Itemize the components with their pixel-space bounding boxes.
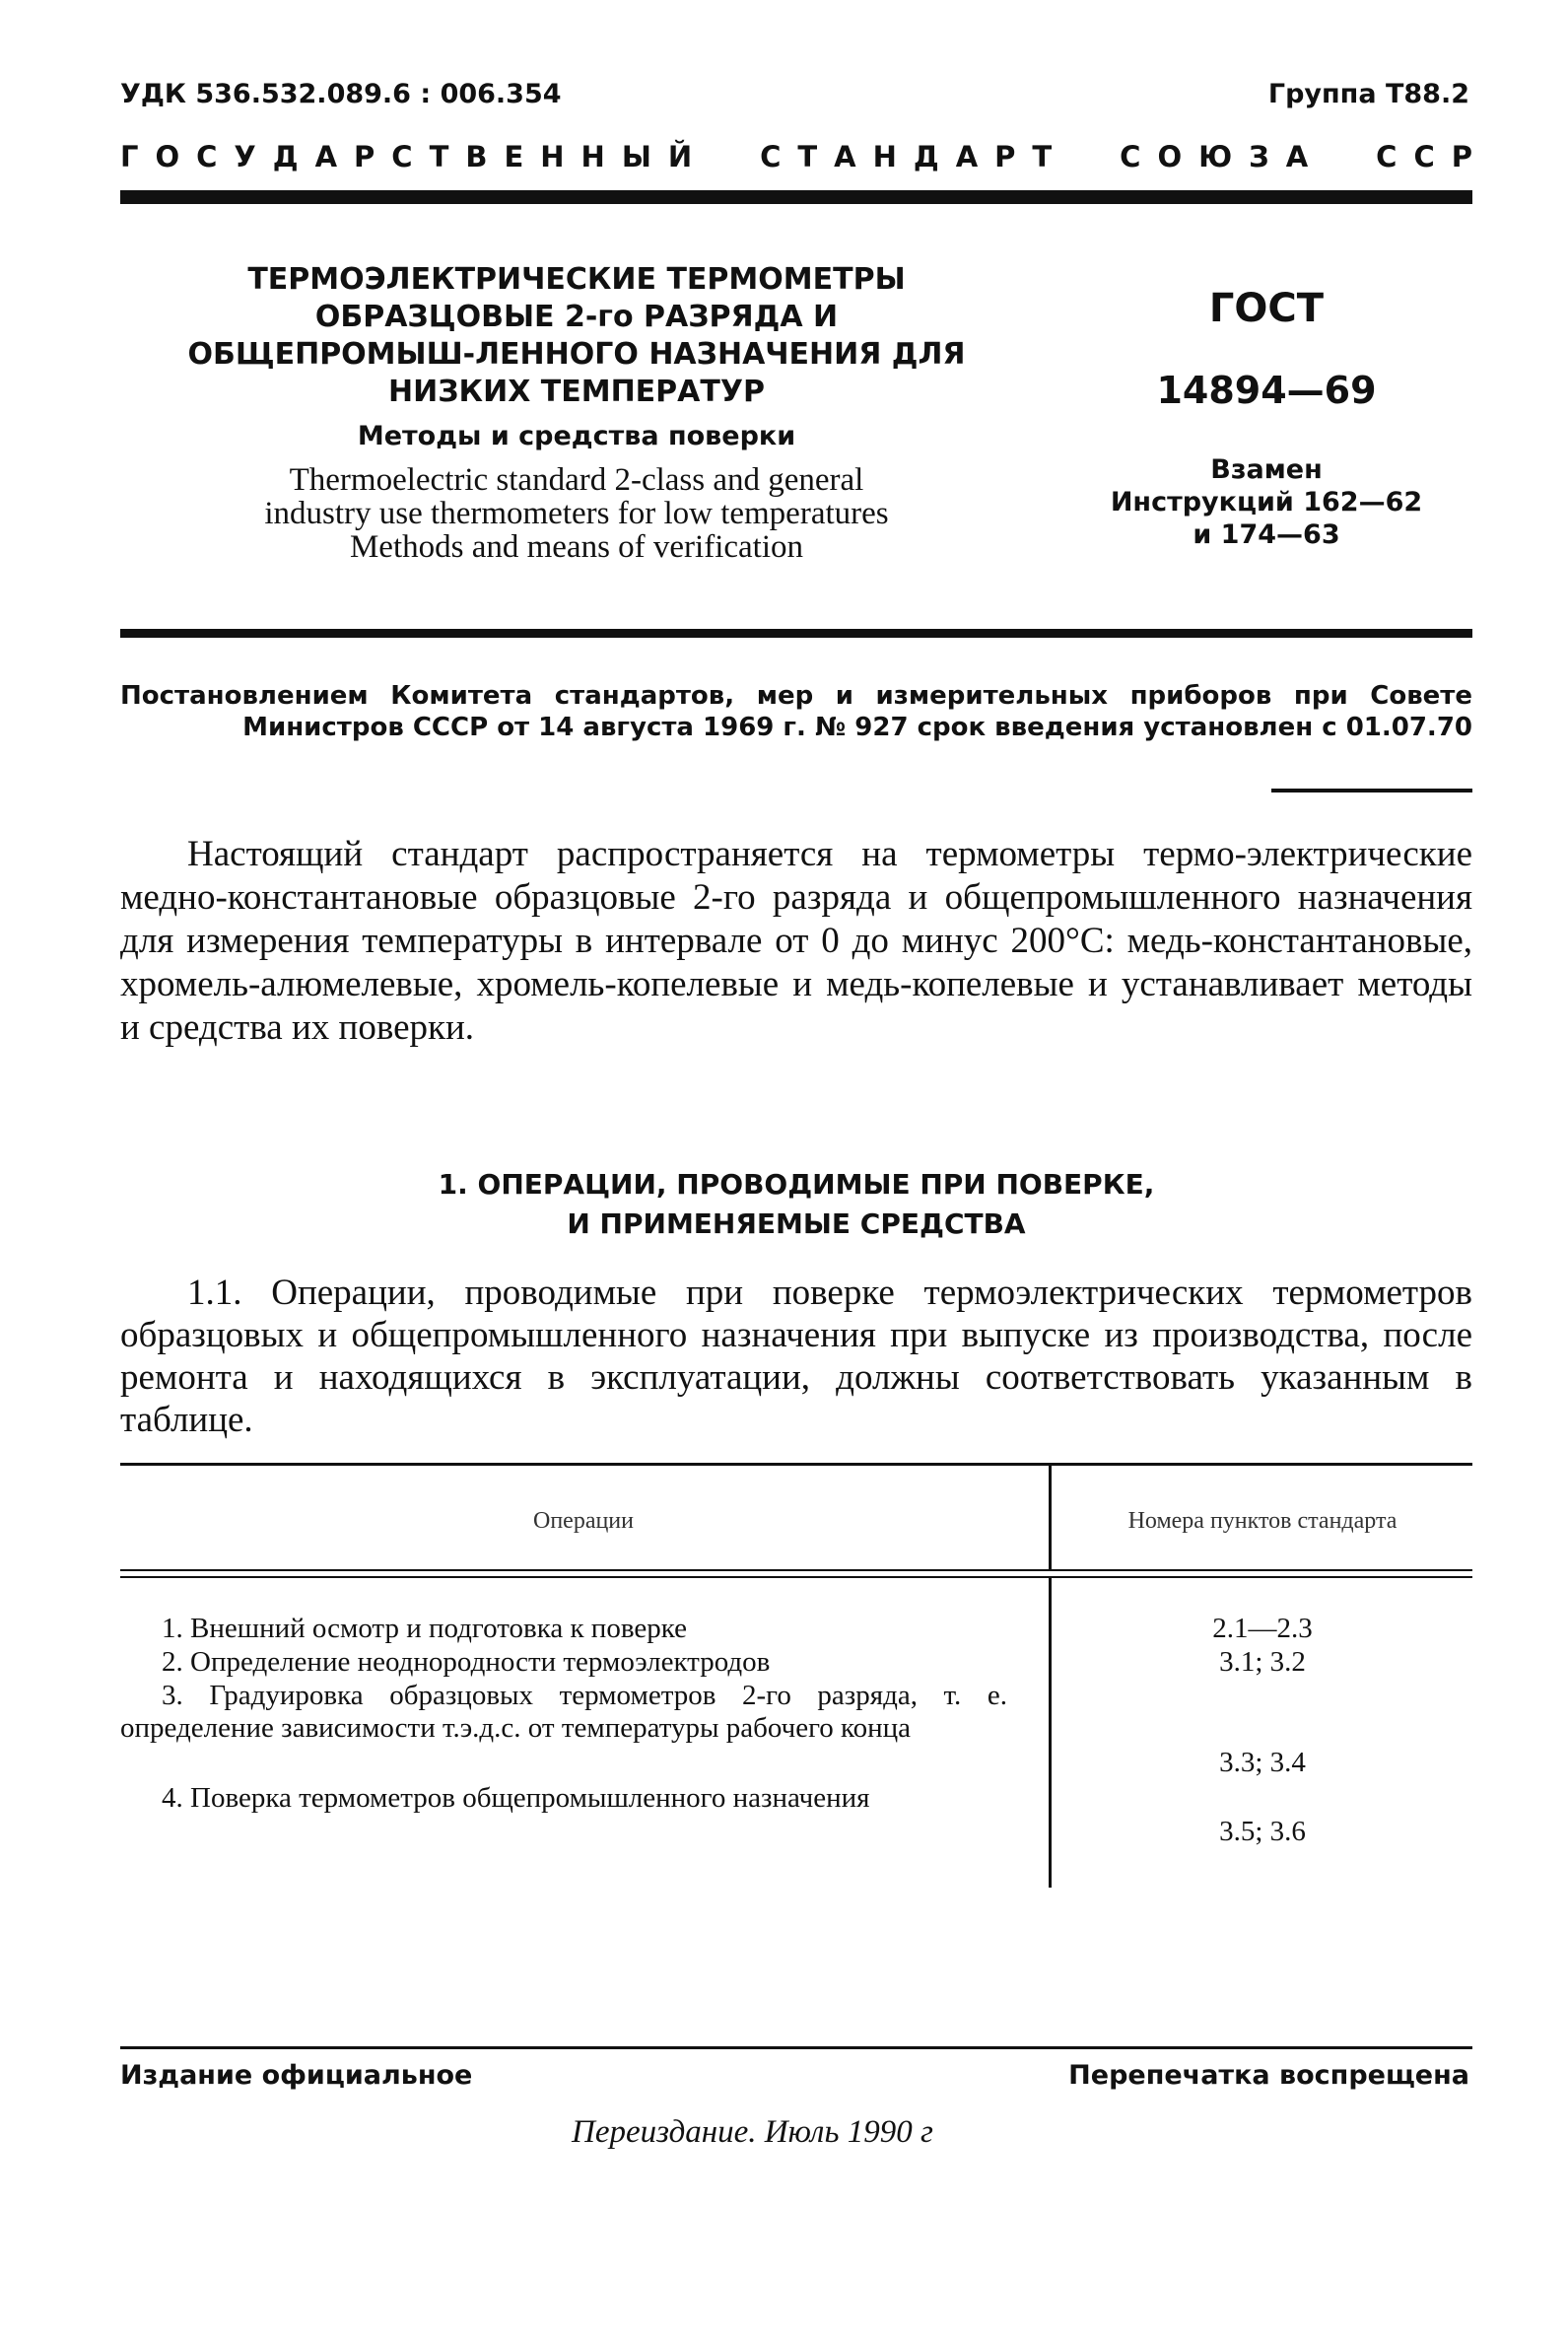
footer-rule bbox=[120, 2046, 1472, 2049]
clause-cell: 3.5; 3.6 bbox=[1219, 1816, 1306, 1847]
banner-word: ГОСУДАРСТВЕННЫЙ bbox=[120, 140, 710, 173]
section-heading bbox=[120, 1165, 1472, 1244]
replaces-line: Взамен bbox=[1210, 454, 1323, 485]
decree-text: Постановлением Комитета стандартов, мер и измерительных приборов при Совете Министров СССР от 14 августа 1969 г. № 927 срок введения установлен с 01.07.70 bbox=[120, 681, 1472, 742]
reprint-note: Перепечатка воспрещена bbox=[1068, 2060, 1469, 2091]
title-bottom-rule bbox=[120, 629, 1472, 638]
column-header-operations: Операции bbox=[532, 1508, 634, 1534]
table-row bbox=[120, 1613, 1007, 1645]
table-top-rule bbox=[120, 1463, 1472, 1466]
banner-word: СОЮЗА bbox=[1120, 140, 1326, 173]
banner-word: СТАНДАРТ bbox=[760, 140, 1069, 173]
clause-cell: 2.1—2.3 bbox=[1212, 1613, 1313, 1644]
reissue-note: Переиздание. Июль 1990 г bbox=[572, 2114, 933, 2150]
table-header-rule bbox=[120, 1576, 1472, 1578]
state-standard-banner bbox=[120, 140, 1489, 173]
table-row bbox=[120, 1782, 1007, 1815]
replaces-line: Инструкций 162—62 bbox=[1110, 487, 1423, 517]
udc-code: УДК 536.532.089.6 : 006.354 bbox=[120, 79, 562, 109]
table-column-divider bbox=[1049, 1578, 1052, 1888]
decree-underline bbox=[1271, 789, 1472, 792]
replaces-note bbox=[1064, 453, 1468, 551]
operation-cell: 3. Градуировка образцовых термометров 2-го разряда, т. е. определение зависимости т.э.д.с. от температуры рабочего конца bbox=[120, 1680, 1007, 1744]
edition-note: Издание официальное bbox=[120, 2060, 473, 2091]
clause-cell: 3.1; 3.2 bbox=[1219, 1646, 1306, 1678]
section-heading-line: И ПРИМЕНЯЕМЫЕ СРЕДСТВА bbox=[567, 1207, 1026, 1240]
group-code: Группа Т88.2 bbox=[1267, 79, 1469, 109]
table-row bbox=[120, 1680, 1007, 1745]
english-title-line: Methods and means of verification bbox=[349, 529, 804, 565]
gost-label: ГОСТ bbox=[1208, 286, 1325, 331]
column-header-clauses: Номера пунктов стандарта bbox=[1127, 1508, 1398, 1534]
title-block bbox=[168, 261, 986, 564]
paragraph-1-1: 1.1. Операции, проводимые при поверке термоэлектрических термометров образцовых и общепромышленного назначения при выпуске из производства, после ремонта и находящихся в эксплуатации, должны соответствовать указанным в таблице. bbox=[120, 1273, 1472, 1440]
scope-paragraph: Настоящий стандарт распространяется на термометры термо-электрические медно-константановые образцовые 2-го разряда и общепромышленного назначения для измерения температуры в интервале от 0 до минус 200°C: медь-константановые, хромель-алюмелевые, хромель-копелевые и медь-копелевые и устанавливает методы и средства их поверки. bbox=[120, 834, 1472, 1048]
replaces-line: и 174—63 bbox=[1193, 519, 1340, 550]
table-column-divider bbox=[1049, 1466, 1052, 1569]
section-heading-line: 1. ОПЕРАЦИИ, ПРОВОДИМЫЕ ПРИ ПОВЕРКЕ, bbox=[438, 1168, 1155, 1201]
english-title-line: Thermoelectric standard 2-class and general bbox=[289, 462, 864, 498]
english-title bbox=[168, 463, 986, 564]
banner-word: ССР bbox=[1376, 140, 1489, 173]
table-header-rule bbox=[120, 1569, 1472, 1571]
clause-cell: 3.3; 3.4 bbox=[1219, 1747, 1306, 1778]
operation-cell: 4. Поверка термометров общепромышленного назначения bbox=[162, 1782, 870, 1814]
document-title: ТЕРМОЭЛЕКТРИЧЕСКИЕ ТЕРМОМЕТРЫ ОБРАЗЦОВЫЕ 2-го РАЗРЯДА И ОБЩЕПРОМЫШ-ЛЕННОГО НАЗНАЧЕНИЯ ДЛЯ НИЗКИХ ТЕМПЕРАТУР bbox=[187, 262, 966, 409]
operation-cell: 1. Внешний осмотр и подготовка к поверке bbox=[162, 1613, 687, 1644]
gost-block bbox=[1064, 286, 1468, 551]
top-thick-rule bbox=[120, 190, 1472, 204]
english-title-line: industry use thermometers for low temperatures bbox=[264, 496, 889, 531]
document-subtitle: Методы и средства поверки bbox=[357, 421, 796, 451]
gost-number: 14894—69 bbox=[1156, 369, 1377, 412]
table-row bbox=[120, 1646, 1007, 1679]
operation-cell: 2. Определение неоднородности термоэлектродов bbox=[162, 1646, 771, 1678]
